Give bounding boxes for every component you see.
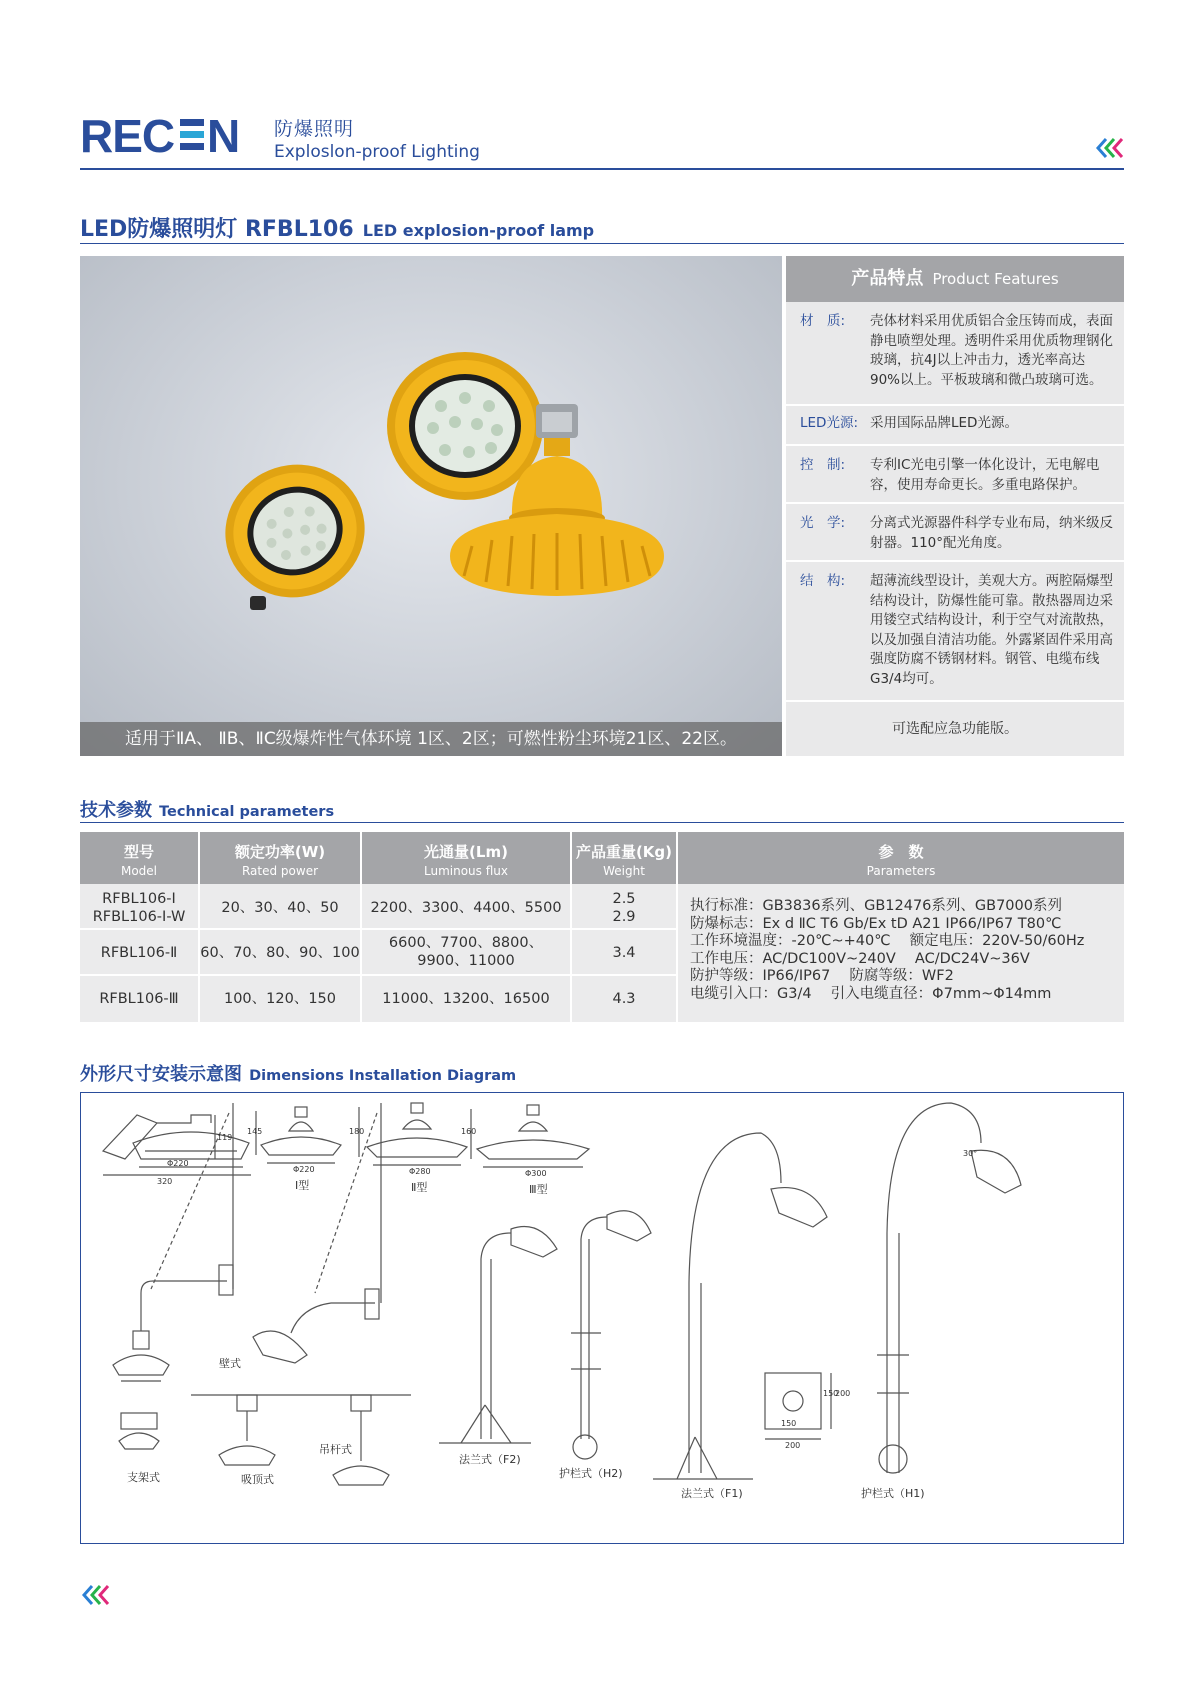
lamp-illustration <box>80 256 782 756</box>
dim-label: 160 <box>461 1127 477 1136</box>
column-header-parameters <box>678 832 1124 884</box>
column-header-en: Weight <box>603 864 645 878</box>
mount-label-bracket: 支架式 <box>127 1471 160 1484</box>
column-header-en: Model <box>120 864 158 878</box>
dim-label: Φ220 <box>293 1165 315 1174</box>
dim-label: 200 <box>785 1441 801 1450</box>
product-features-panel <box>786 256 1124 756</box>
table-divider <box>80 974 678 976</box>
recen-logo <box>80 108 260 166</box>
feature-divider <box>786 560 1124 562</box>
cell-model: RFBL106-Ⅰ RFBL106-Ⅰ-W <box>92 891 186 925</box>
dim-label: 320 <box>157 1177 173 1186</box>
cell-power: 60、70、80、90、100 <box>200 945 360 961</box>
column-header-weight <box>572 832 676 884</box>
dimensions-heading <box>80 1060 516 1086</box>
feature-divider <box>786 502 1124 504</box>
cell-model: RFBL106-Ⅲ <box>99 991 179 1007</box>
dim-label: 30° <box>963 1149 978 1158</box>
feature-text: 专利IC光电引擎一体化设计，无电解电容，使用寿命更长。多重电路保护。 <box>870 457 1100 493</box>
svg-text:REC: REC <box>80 110 175 162</box>
dim-label: Φ220 <box>167 1159 189 1168</box>
cell-weight: 2.5 2.9 <box>612 891 636 925</box>
chevron-left-icon <box>1094 136 1126 160</box>
features-heading-en: Product Features <box>932 270 1059 288</box>
column-header-en: Luminous flux <box>424 864 508 878</box>
type-label: Ⅱ型 <box>411 1181 428 1194</box>
header-divider <box>80 168 1124 170</box>
product-title <box>80 212 594 243</box>
column-header-model <box>80 832 198 884</box>
parameters-list <box>678 898 1118 1003</box>
mount-label-ceiling: 吸顶式 <box>241 1473 274 1486</box>
feature-divider <box>786 444 1124 446</box>
brand-name-en: Exploslon-proof Lighting <box>274 142 480 162</box>
emergency-option-note: 可选配应急功能版。 <box>892 721 1018 737</box>
cell-power: 100、120、150 <box>223 991 337 1007</box>
column-header-cn: 额定功率(W) <box>234 843 326 861</box>
spec-table <box>80 832 1124 1022</box>
feature-label: 结 构: <box>800 573 846 589</box>
mount-label-wall: 壁式 <box>219 1357 241 1370</box>
tech-params-divider <box>80 822 1124 823</box>
tech-params-heading-cn: 技术参数 <box>80 800 152 821</box>
tech-params-heading <box>80 796 334 822</box>
column-header-en: Rated power <box>241 864 319 878</box>
cell-flux: 6600、7700、8800、 9900、11000 <box>388 935 544 969</box>
dim-label: 150 <box>823 1389 839 1398</box>
cell-model: RFBL106-Ⅱ <box>100 945 178 961</box>
parameter-line: 防爆标志：Ex d ⅡC T6 Gb/Ex tD A21 IP66/IP67 T80℃ <box>690 915 1062 932</box>
cell-power: 20、30、40、50 <box>221 900 339 916</box>
brand-name-cn: 防爆照明 <box>274 118 355 140</box>
parameter-line: 防护等级：IP66/IP67 防腐等级：WF2 <box>690 968 954 984</box>
parameter-line: 工作电压：AC/DC100V~240V AC/DC24V~36V <box>690 950 1030 967</box>
dim-label: 180 <box>349 1127 365 1136</box>
parameter-line: 电缆引入口：G3/4 引入电缆直径：Φ7mm~Φ14mm <box>690 985 1052 1002</box>
svg-text:N: N <box>207 110 241 162</box>
column-header-cn: 产品重量(Kg) <box>575 843 673 861</box>
column-header-en: Parameters <box>866 864 936 878</box>
column-header-flux <box>362 832 570 884</box>
column-header-cn: 光通量(Lm) <box>424 843 508 861</box>
cell-weight: 3.4 <box>612 945 636 961</box>
product-title-cn: LED防爆照明灯 RFBL106 <box>80 217 354 242</box>
application-caption: 适用于ⅡA、 ⅡB、ⅡC级爆炸性气体环境 1区、2区；可燃性粉尘环境21区、22区。 <box>80 722 782 756</box>
product-title-en: LED explosion-proof lamp <box>362 221 595 240</box>
dimensions-diagram <box>80 1092 1124 1544</box>
cell-flux: 11000、13200、16500 <box>382 991 550 1007</box>
feature-text: 分离式光源器件科学专业布局，纳米级反射器。110°配光角度。 <box>870 515 1113 551</box>
feature-label: 材 质: <box>800 313 846 329</box>
dimensions-heading-cn: 外形尺寸安装示意图 <box>80 1064 242 1085</box>
feature-divider <box>786 404 1124 406</box>
table-divider <box>80 928 678 930</box>
feature-text: 超薄流线型设计，美观大方。两腔隔爆型结构设计，防爆性能可靠。散热器周边采用镂空式结构设计，利于空气对流散热，以及加强自清洁功能。外露紧固件采用高强度防腐不锈钢材料。钢管、电缆布线G3/4均可。 <box>870 573 1113 687</box>
dim-label: Φ300 <box>525 1169 547 1178</box>
feature-label: LED光源: <box>800 415 858 431</box>
feature-divider <box>786 700 1124 702</box>
cell-flux: 2200、3300、4400、5500 <box>370 900 562 916</box>
mount-label-guard-h1: 护栏式（H1) <box>861 1487 925 1500</box>
dim-label: 119 <box>217 1133 233 1142</box>
title-divider <box>80 243 1124 244</box>
feature-label: 光 学: <box>800 515 846 531</box>
mount-label-guard-h2: 护栏式（H2) <box>559 1467 623 1480</box>
product-photo <box>80 256 782 756</box>
column-header-power <box>200 832 360 884</box>
type-label: Ⅲ型 <box>529 1183 548 1196</box>
dim-label: 145 <box>247 1127 263 1136</box>
parameter-line: 工作环境温度：-20℃~+40℃ 额定电压：220V-50/60Hz <box>690 933 1085 949</box>
mount-label-flange-f2: 法兰式（F2) <box>459 1453 521 1466</box>
parameter-line: 执行标准：GB3836系列、GB12476系列、GB7000系列 <box>690 898 1062 914</box>
features-heading-cn: 产品特点 <box>851 268 924 289</box>
column-header-cn: 参 数 <box>878 843 924 861</box>
dim-label: 150 <box>781 1419 797 1428</box>
mount-label-pole: 吊杆式 <box>319 1443 352 1456</box>
feature-text: 采用国际品牌LED光源。 <box>870 415 1018 431</box>
column-header-cn: 型号 <box>123 843 154 861</box>
feature-text: 壳体材料采用优质铝合金压铸而成，表面静电喷塑处理。透明件采用优质物理钢化玻璃，抗4J以上冲击力，透光率高达90%以上。平板玻璃和微凸玻璃可选。 <box>870 313 1113 388</box>
dim-label: Φ280 <box>409 1167 431 1176</box>
dimensions-heading-en: Dimensions Installation Diagram <box>249 1068 517 1084</box>
mount-label-flange-f1: 法兰式（F1) <box>681 1487 743 1500</box>
cell-weight: 4.3 <box>612 991 636 1007</box>
tech-params-heading-en: Technical parameters <box>159 804 335 820</box>
dim-label: 200 <box>835 1389 851 1398</box>
features-heading <box>786 256 1124 302</box>
feature-label: 控 制: <box>800 457 846 473</box>
chevron-left-icon <box>80 1583 112 1607</box>
type-label: Ⅰ型 <box>295 1179 310 1192</box>
